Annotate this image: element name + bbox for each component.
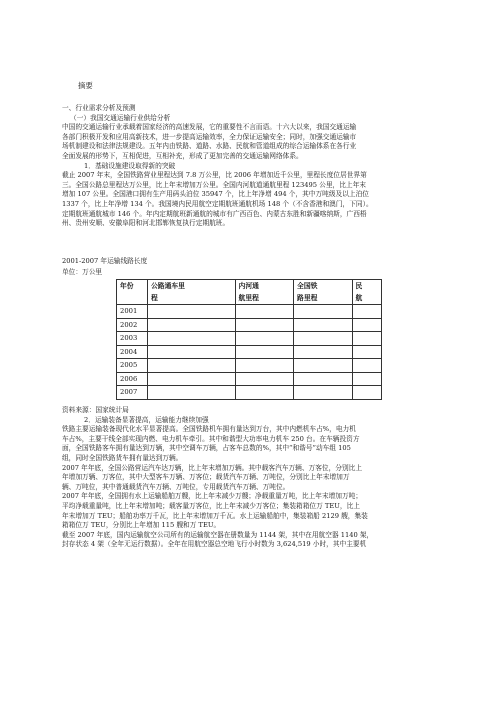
- paragraph-line: 1337 个，比上年净增 134 个。我国境内民用航空定期航班通航机场 148 个（不含香港和澳门，下同）。: [62, 199, 373, 208]
- table-source: 资料来源：国家统计局: [62, 406, 129, 414]
- header-cell: 年份: [117, 280, 148, 305]
- paragraph-line: 平均净载重量吨，比上年末增加吨；载客量万客位，比上年末减少万客位；集装箱箱位万 TEU，比上: [62, 501, 360, 510]
- year-cell: 2006: [117, 372, 148, 386]
- year-cell: 2004: [117, 345, 148, 359]
- table-row: [117, 345, 382, 359]
- subsection-heading: （一）我国交通运输行业供给分析: [70, 113, 171, 122]
- section-heading: 一、行业需求分析及预测: [62, 104, 136, 112]
- abstract-title: 摘要: [78, 81, 93, 90]
- table-row: [117, 372, 382, 386]
- paragraph-line: 全面发展的形势下，互相促进，互相补充，形成了更加完善的交通运输网络体系。: [62, 151, 303, 160]
- table-row: [117, 332, 382, 346]
- paragraph-line: 定期航班通航城市 146 个。年内定期航班新通航的城市有广西百色、内蒙古东胜和新疆喀纳斯，广西梧: [62, 209, 367, 218]
- paragraph-line: 截至 2007 年底，国内运输航空公司所有的运输航空器在册数量为 1144 架，其中在用航空器 1140 架，: [62, 530, 374, 539]
- point-heading: 2．运输装备显著提高，运输能力继续加强: [84, 415, 209, 424]
- header-cell: 公路通车里 程: [148, 280, 236, 305]
- paragraph-line: 面，全国铁路客车拥有量达到万辆，其中空调车万辆，占客车总数的%，其中“和谐号”动车组 105: [62, 444, 351, 453]
- paragraph-line: 封存状态 4 架（全年无运行数据）。全年在用航空器总空地飞行小时数为 3,624,519 小时，其中主要机: [62, 540, 367, 549]
- route-length-table: [116, 279, 382, 400]
- paragraph-line: 年增加万辆、万客位，其中大型客车万辆、万客位；载货汽车万辆、万吨位，分别比上年末增加万: [62, 473, 350, 482]
- table-unit: 单位：万公里: [62, 268, 103, 276]
- year-cell: 2002: [117, 318, 148, 332]
- paragraph-line: 箱箱位万 TEU，分别比上年增加 115 艘和万 TEU。: [62, 521, 221, 530]
- table-row: [117, 305, 382, 319]
- paragraph-line: 增加 107 公里。全国港口拥有生产用码头泊位 35947 个，比上年净增 494 个，其中万吨级及以上泊位: [62, 190, 369, 199]
- table-caption: 2001-2007 年运输线路长度: [62, 257, 148, 265]
- table-row: [117, 386, 382, 400]
- paragraph-line: 2007 年年底，全国拥有水上运输船舶万艘，比上年末减少万艘；净载重量万吨，比上年末增加万吨；: [62, 492, 363, 501]
- year-cell: 2001: [117, 305, 148, 319]
- paragraph-line: 车占%，主要干线全部实现内燃、电力机车牵引。其中和谐型大功率电力机车 250 台。在车辆投资方: [62, 434, 360, 443]
- paragraph-line: 辆、万吨位，其中普通载货汽车万辆、万吨位，专用载货汽车万辆、万吨位。: [62, 482, 290, 491]
- table-header-row: [117, 280, 382, 305]
- paragraph-line: 截止 2007 年末，全国铁路营业里程达到 7.8 万公里，比 2006 年增加近千公里，里程长度位居世界第: [62, 171, 367, 180]
- body-block: [62, 406, 430, 550]
- table-row: [117, 318, 382, 332]
- table-row: [117, 359, 382, 373]
- header-cell: 民 航: [352, 280, 381, 305]
- paragraph-line: 2007 年年底，全国公路营运汽车达万辆，比上年末增加万辆。其中载客汽车万辆、万客位，分别比上: [62, 463, 363, 472]
- paragraph-line: 中国的交通运输行业承载着国家经济的高速发展，它的重要性不言而语。十六大以来，我国交通运输: [62, 123, 357, 132]
- header-cell: 全国铁 路里程: [294, 280, 353, 305]
- paragraph-line: 年末增加万 TEU；船舶功率万千瓦，比上年末增加万千瓦。水上运输船舶中，集装箱船 2129 艘，集装: [62, 511, 368, 520]
- year-cell: 2007: [117, 386, 148, 400]
- paragraph-line: 组，同时全国铁路货车拥有量达到万辆。: [62, 453, 183, 462]
- point-heading: 1．基础设施建设取得新的突破: [84, 161, 176, 170]
- year-cell: 2003: [117, 332, 148, 346]
- paragraph-line: 三。全国公路总里程达万公里，比上年末增加万公里。全国内河航道通航里程 123495 公里，比上年末: [62, 180, 366, 189]
- paragraph-line: 州、贵州安顺、安徽阜阳和河北邯郸恢复执行定期航班。: [62, 219, 230, 228]
- year-cell: 2005: [117, 359, 148, 373]
- intro-block: [62, 104, 430, 229]
- paragraph-line: 各部门积极开发和应用高新技术，进一步提高运输效率，全力保证运输安全；同时，加强交通运输市: [62, 132, 357, 141]
- header-cell: 内河通 航里程: [235, 280, 294, 305]
- paragraph-line: 铁路主要运输装备现代化水平显著提高。全国铁路机车拥有量达到万台，其中内燃机车占%，电力机: [62, 425, 356, 434]
- paragraph-line: 场机制建设和法律法规建设。五年内由铁路、道路、水路、民航和管道组成的综合运输体系在各行业: [62, 142, 357, 151]
